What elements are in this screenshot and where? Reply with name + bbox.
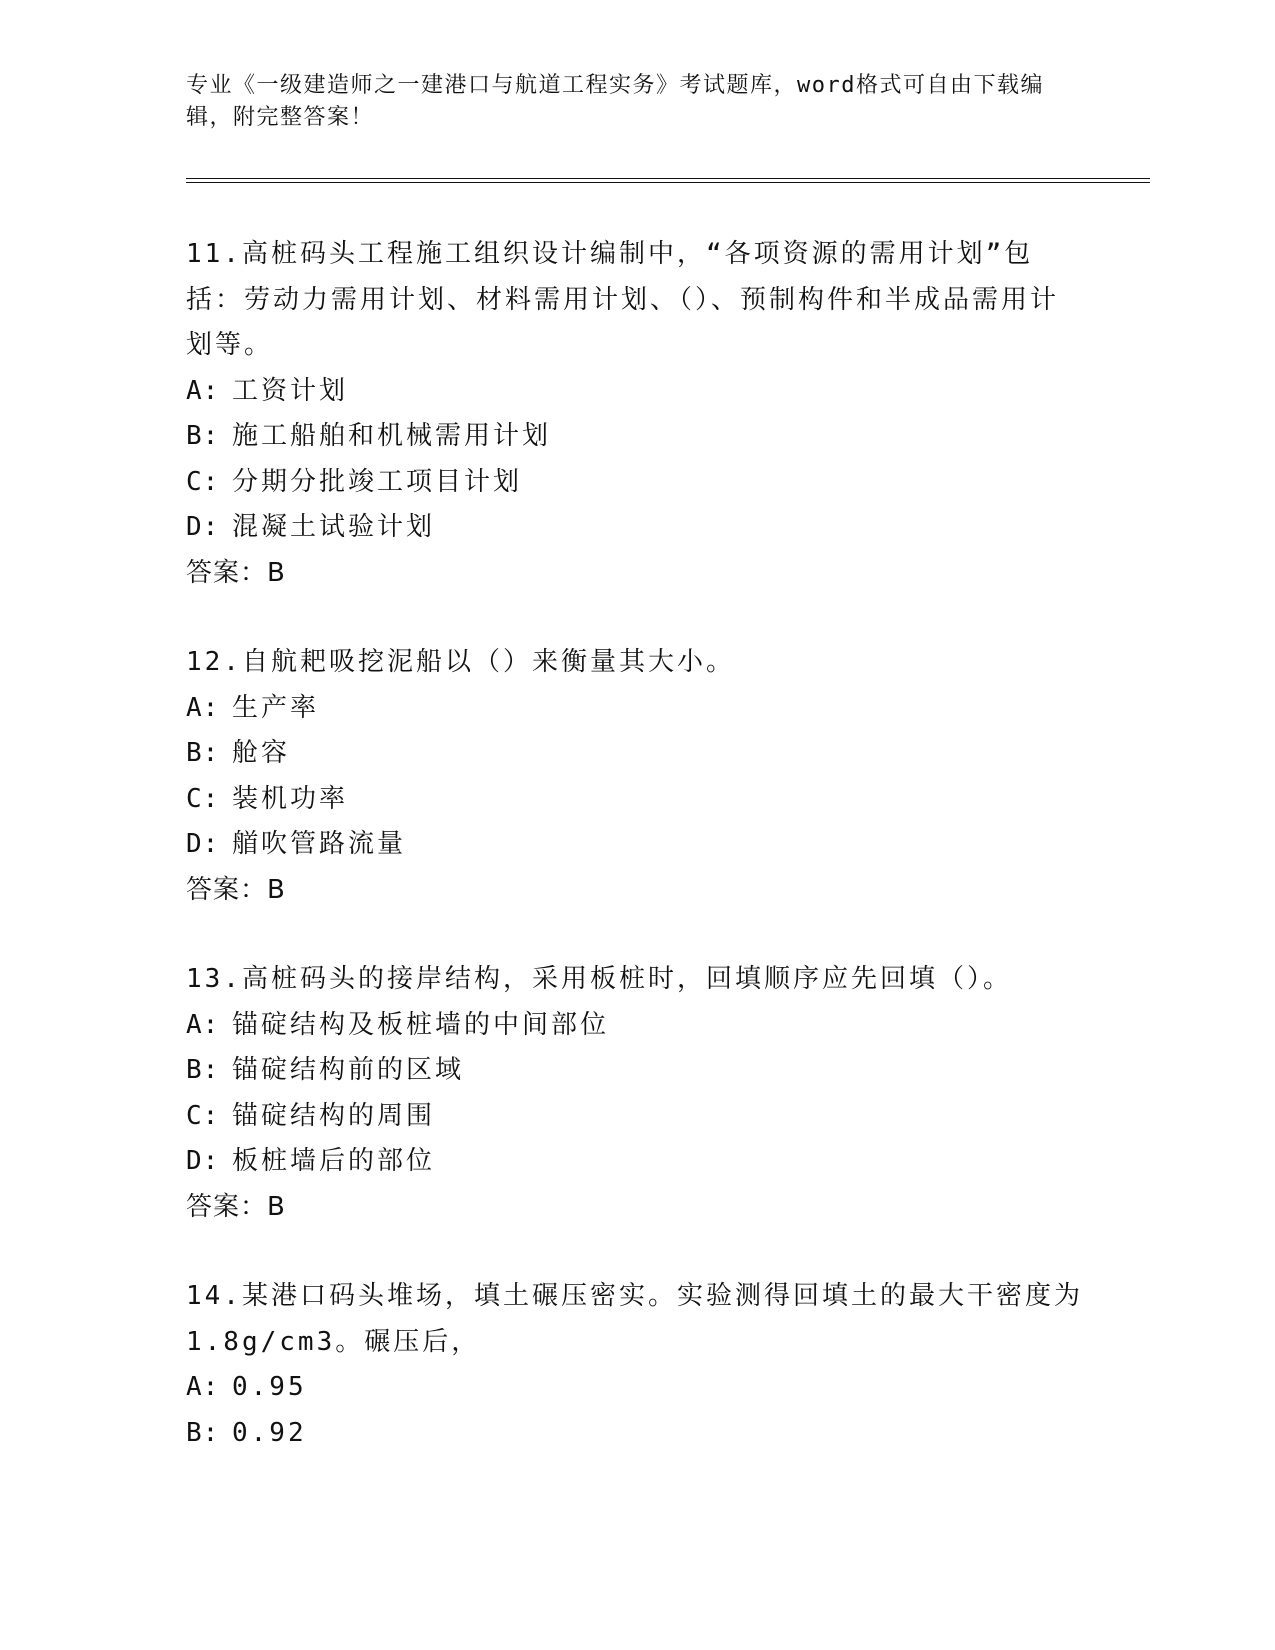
option-b: [186, 1048, 1086, 1094]
option-letter: D:: [186, 1146, 220, 1176]
option-a: [186, 1365, 1086, 1411]
option-letter: B:: [186, 1417, 220, 1448]
answer-line: 答案：B: [186, 557, 286, 588]
answer-line: 答案：B: [186, 874, 286, 905]
option-letter: B:: [186, 738, 220, 768]
option-text: 分期分批竣工项目计划: [232, 466, 523, 497]
option-text: 工资计划: [232, 375, 349, 406]
option-a: [186, 1003, 1086, 1049]
option-letter: B:: [186, 1055, 220, 1085]
option-text: 舱容: [232, 738, 291, 768]
document-intro: 专业《一级建造师之一建港口与航道工程实务》考试题库，word格式可自由下载编辑，附完整答案！: [186, 73, 1044, 130]
option-text: 板桩墙后的部位: [232, 1146, 436, 1176]
option-a: [186, 369, 1086, 415]
option-letter: B:: [186, 421, 220, 451]
option-a: [186, 686, 1086, 732]
option-text: 施工船舶和机械需用计划: [232, 421, 552, 451]
option-letter: C:: [186, 466, 220, 497]
question-13: [186, 957, 1086, 1230]
option-text: 锚碇结构前的区域: [232, 1055, 465, 1085]
question-stem: 13.高桩码头的接岸结构，采用板桩时，回填顺序应先回填（）。: [186, 964, 1012, 994]
question-12: [186, 640, 1086, 913]
option-b: [186, 1411, 1086, 1457]
option-c: [186, 460, 1086, 506]
option-b: [186, 731, 1086, 777]
question-stem: 11.高桩码头工程施工组织设计编制中，“各项资源的需用计划”包括：劳动力需用计划、材料需用计划、（）、预制构件和半成品需用计划等。: [186, 239, 1060, 360]
option-text: 生产率: [232, 692, 320, 723]
option-b: [186, 414, 1086, 460]
header-divider-bottom: [186, 182, 1150, 183]
option-letter: D:: [186, 512, 220, 542]
option-d: [186, 822, 1086, 868]
question-14: [186, 1274, 1086, 1456]
option-letter: A:: [186, 375, 220, 406]
answer-line: 答案：B: [186, 1191, 286, 1222]
question-stem: 14.某港口码头堆场，填土碾压密实。实验测得回填土的最大干密度为1.8g/cm3。碾压后，: [186, 1281, 1083, 1357]
option-text: 0.92: [232, 1417, 307, 1448]
option-text: 装机功率: [232, 783, 349, 814]
option-letter: A:: [186, 1372, 220, 1402]
option-letter: A:: [186, 692, 220, 723]
option-d: [186, 1139, 1086, 1185]
option-text: 0.95: [232, 1372, 307, 1402]
option-text: 艏吹管路流量: [232, 829, 407, 859]
option-letter: D:: [186, 829, 220, 859]
question-list: [186, 232, 1086, 1500]
option-d: [186, 505, 1086, 551]
option-letter: A:: [186, 1009, 220, 1040]
option-c: [186, 777, 1086, 823]
option-text: 混凝土试验计划: [232, 512, 436, 542]
option-text: 锚碇结构的周围: [232, 1100, 436, 1131]
question-stem: 12.自航耙吸挖泥船以（）来衡量其大小。: [186, 647, 735, 677]
option-letter: C:: [186, 783, 220, 814]
option-c: [186, 1094, 1086, 1140]
question-11: [186, 232, 1086, 596]
header-divider-top: [186, 178, 1150, 179]
option-letter: C:: [186, 1100, 220, 1131]
option-text: 锚碇结构及板桩墙的中间部位: [232, 1009, 610, 1040]
